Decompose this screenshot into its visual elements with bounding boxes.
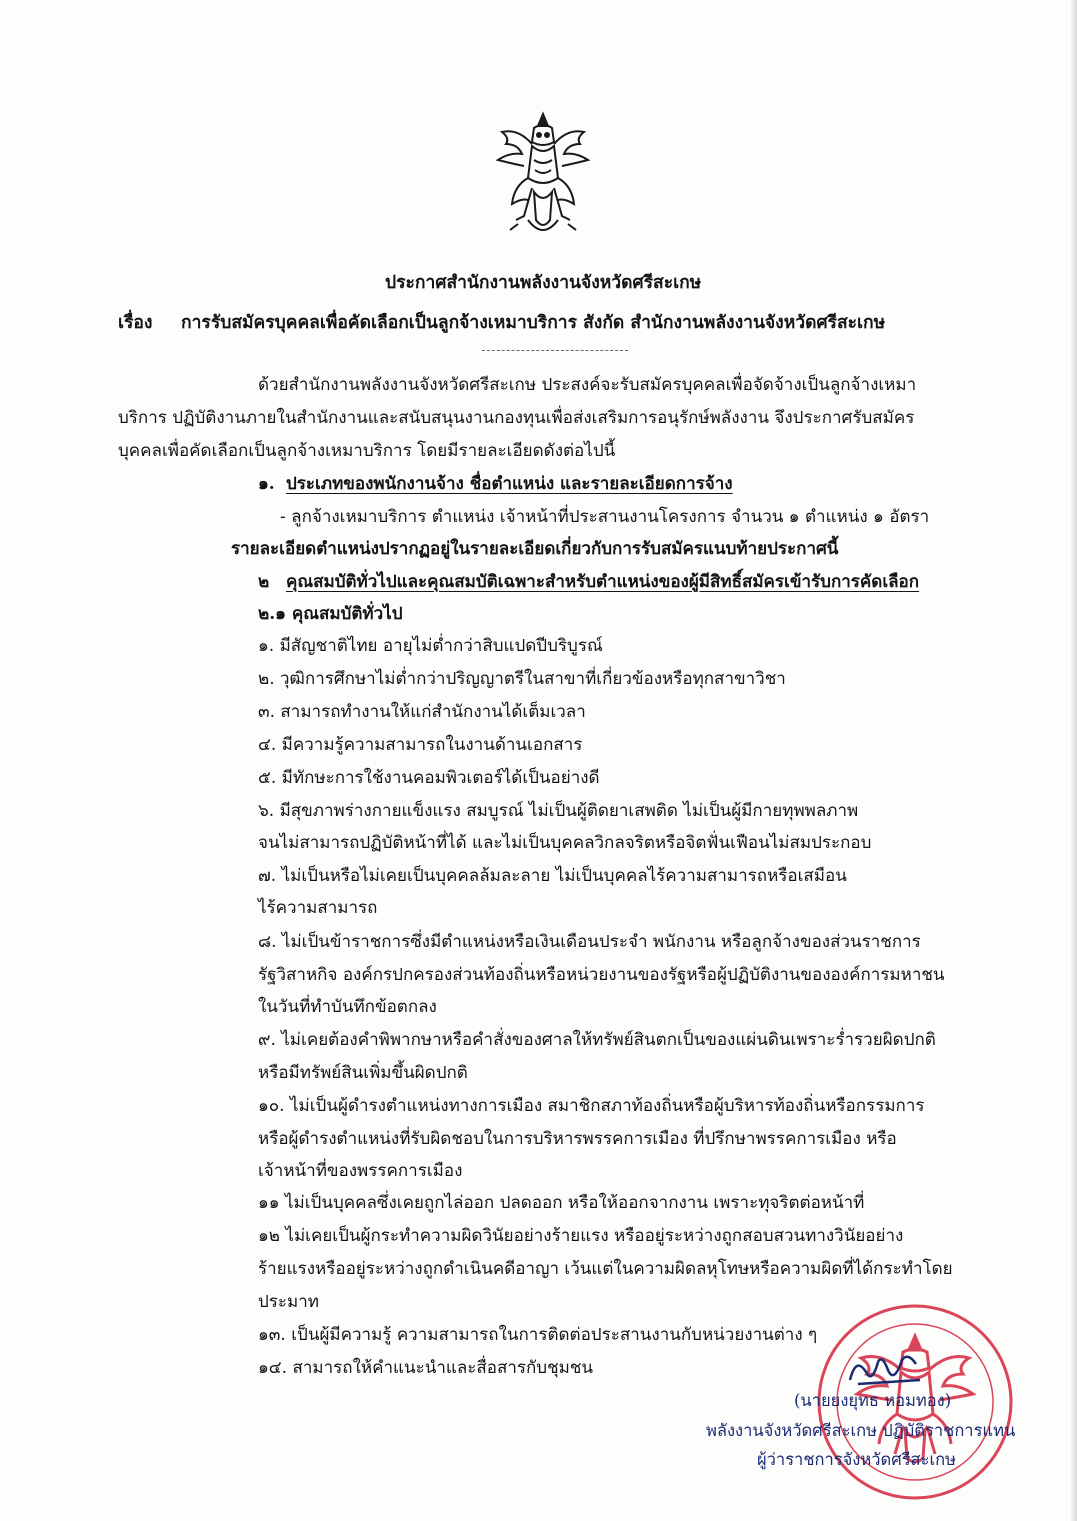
qualification-line: ๒. วุฒิการศึกษาไม่ต่ำกว่าปริญญาตรีในสาขาที่เกี่ยวข้องหรือทุกสาขาวิชา	[258, 669, 786, 689]
qualification-line: หรือมีทรัพย์สินเพิ่มขึ้นผิดปกติ	[258, 1063, 468, 1083]
section1-note: รายละเอียดตำแหน่งปรากฏอยู่ในรายละเอียดเกี่ยวกับการรับสมัครแนบท้ายประกาศนี้	[231, 539, 839, 559]
qualification-line: เจ้าหน้าที่ของพรรคการเมือง	[258, 1161, 463, 1181]
header-divider	[482, 350, 628, 351]
signer-position: พลังงานจังหวัดศรีสะเกษ ปฏิบัติราชการแทน	[706, 1421, 1016, 1440]
qualification-line: หรือผู้ดำรงตำแหน่งที่รับผิดชอบในการบริหารพรรคการเมือง ที่ปรึกษาพรรคการเมือง หรือ	[258, 1129, 897, 1149]
intro-line: บริการ ปฏิบัติงานภายในสำนักงานและสนับสนุนงานกองทุนเพื่อส่งเสริมการอนุรักษ์พลังงาน จึงประกาศรับสมัคร	[118, 408, 915, 428]
qualification-line: ร้ายแรงหรืออยู่ระหว่างถูกดำเนินคดีอาญา เว้นแต่ในความผิดลหุโทษหรือความผิดที่ได้กระทำโดย	[258, 1259, 953, 1279]
qualification-line: ๑๔. สามารถให้คำแนะนำและสื่อสารกับชุมชน	[258, 1358, 593, 1378]
qualification-line: ไร้ความสามารถ	[258, 898, 378, 918]
signer-name: (นายยงยุทธ หอมทอง)	[794, 1391, 952, 1410]
qualification-line: ๑. มีสัญชาติไทย อายุไม่ต่ำกว่าสิบแปดปีบริบูรณ์	[258, 636, 603, 656]
signature-mark	[846, 1350, 926, 1390]
qualification-line: ๓. สามารถทำงานให้แก่สำนักงานได้เต็มเวลา	[258, 702, 586, 722]
qualification-line: ๑๓. เป็นผู้มีความรู้ ความสามารถในการติดต่อประสานงานกับหน่วยงานต่าง ๆ	[258, 1325, 818, 1345]
section1-number: ๑.	[258, 474, 275, 494]
section2-heading: คุณสมบัติทั่วไปและคุณสมบัติเฉพาะสำหรับตำแหน่งของผู้มีสิทธิ์สมัครเข้ารับการคัดเลือก	[286, 572, 920, 592]
section1-item: - ลูกจ้างเหมาบริการ ตำแหน่ง เจ้าหน้าที่ประสานงานโครงการ จำนวน ๑ ตำแหน่ง ๑ อัตรา	[280, 507, 930, 527]
subject-text: การรับสมัครบุคคลเพื่อคัดเลือกเป็นลูกจ้างเหมาบริการ สังกัด สำนักงานพลังงานจังหวัดศรีสะเกษ	[181, 313, 886, 333]
qualification-line: ๑๒ ไม่เคยเป็นผู้กระทำความผิดวินัยอย่างร้ายแรง หรืออยู่ระหว่างถูกสอบสวนทางวินัยอย่าง	[258, 1226, 904, 1246]
subject-label: เรื่อง	[118, 313, 153, 333]
qualification-line: ประมาท	[258, 1292, 320, 1312]
qualification-line: ๖. มีสุขภาพร่างกายแข็งแรง สมบูรณ์ ไม่เป็นผู้ติดยาเสพติด ไม่เป็นผู้มีกายทุพพลภาพ	[258, 801, 859, 821]
qualification-line: ๔. มีความรู้ความสามารถในงานด้านเอกสาร	[258, 735, 583, 755]
qualification-line: ๕. มีทักษะการใช้งานคอมพิวเตอร์ได้เป็นอย่างดี	[258, 768, 600, 788]
intro-line: ด้วยสำนักงานพลังงานจังหวัดศรีสะเกษ ประสงค์จะรับสมัครบุคคลเพื่อจัดจ้างเป็นลูกจ้างเหมา	[258, 375, 917, 395]
qualification-line: ๑๑ ไม่เป็นบุคคลซึ่งเคยถูกไล่ออก ปลดออก หรือให้ออกจากงาน เพราะทุจริตต่อหน้าที่	[258, 1193, 865, 1213]
qualification-line: รัฐวิสาหกิจ องค์กรปกครองส่วนท้องถิ่นหรือหน่วยงานของรัฐหรือผู้ปฏิบัติงานขององค์การมหาชน	[258, 965, 945, 985]
section2-subheading: ๒.๑ คุณสมบัติทั่วไป	[258, 604, 403, 624]
qualification-line: ในวันที่ทำบันทึกข้อตกลง	[258, 997, 437, 1017]
intro-line: บุคคลเพื่อคัดเลือกเป็นลูกจ้างเหมาบริการ โดยมีรายละเอียดดังต่อไปนี้	[118, 441, 616, 461]
page-edge	[1071, 0, 1077, 1521]
qualification-line: ๘. ไม่เป็นข้าราชการซึ่งมีตำแหน่งหรือเงินเดือนประจำ พนักงาน หรือลูกจ้างของส่วนราชการ	[258, 932, 921, 952]
signer-on-behalf: ผู้ว่าราชการจังหวัดศรีสะเกษ	[757, 1450, 956, 1469]
qualification-line: ๑๐. ไม่เป็นผู้ดำรงตำแหน่งทางการเมือง สมาชิกสภาท้องถิ่นหรือผู้บริหารท้องถิ่นหรือกรรมการ	[258, 1096, 925, 1116]
section2-number: ๒	[258, 572, 270, 592]
section1-heading: ประเภทของพนักงานจ้าง ชื่อตำแหน่ง และรายละเอียดการจ้าง	[286, 474, 733, 494]
qualification-line: ๙. ไม่เคยต้องคำพิพากษาหรือคำสั่งของศาลให้ทรัพย์สินตกเป็นของแผ่นดินเพราะร่ำรวยผิดปกติ	[258, 1030, 936, 1050]
qualification-line: ๗. ไม่เป็นหรือไม่เคยเป็นบุคคลล้มละลาย ไม่เป็นบุคคลไร้ความสามารถหรือเสมือน	[258, 866, 847, 886]
garuda-emblem-icon	[488, 108, 598, 248]
announcement-title: ประกาศสำนักงานพลังงานจังหวัดศรีสะเกษ	[385, 273, 702, 293]
qualification-line: จนไม่สามารถปฏิบัติหน้าที่ได้ และไม่เป็นบุคคลวิกลจริตหรือจิตฟั่นเฟือนไม่สมประกอบ	[258, 833, 872, 853]
